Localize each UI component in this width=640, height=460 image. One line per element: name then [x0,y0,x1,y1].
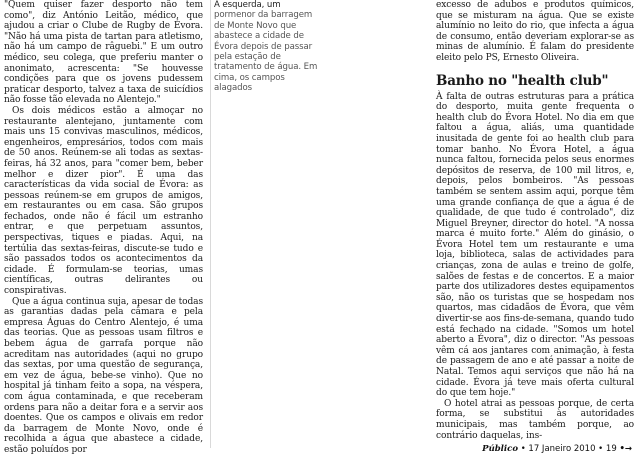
article-column-3 [436,0,634,441]
caption-text: pormenor da barragem de Monte Novo que abastece a cidade de Évora depois de passar pela estação de tratamento de água. Em cima, os campos alagados [214,10,318,94]
continue-arrow-icon: •→ [619,444,632,454]
article-column-1 [4,0,203,456]
article-paragraph: Que a água continua suja, apesar de todas as garantias dadas pela câmara e pela empresa Águas do Centro Alentejo, é uma das teorias. Que as pessoas usam filtros e bebem água de garrafa porque não acreditam nas autoridades (aqui no grupo das sextas, por uma questão de segurança, em vez de água, bebe-se vinho). Que no hospital já tinham feito a sopa, na véspera, com água contaminada, e que receberam ordens para não a deitar fora e a servir aos doentes. Que os campos e olivais em redor da barragem de Monte Novo, onde é recolhida a água que abastece a cidade, estão poluídos por [4,296,203,455]
issue-date: • 17 Janeiro 2010 • [520,444,604,454]
caption-lead: À esquerda, um [214,0,281,10]
publication-name: Público [482,444,518,454]
photo-caption [214,0,320,94]
page-footer [482,443,632,455]
article-paragraph: "Quem quiser fazer desporto não tem como", diz António Leitão, médico, que ajudou a criar o Clube de Rugby de Évora. "Não há uma pista de tartan para atletismo, não há um campo de râguebi." E um outro médico, seu colega, que preferiu manter o anonimato, acrescenta: "Se houvesse condições para que os jovens pudessem praticar desporto, talvez a taxa de suicídios não fosse tão elevada no Alentejo." [4,0,203,106]
article-paragraph: O hotel atrai as pessoas porque, de certa forma, se substitui às autoridades municipais, mas também porque, ao contrário daquelas, ins- [436,398,634,441]
article-paragraph: excesso de adubos e produtos químicos, que se misturam na água. Que se existe alumínio no leito do rio, que infecta a água de consumo, então deveriam explorar-se as minas de alumínio. É falam do presidente eleito pelo PS, Ernesto Oliveira. [436,0,634,63]
article-paragraph: Os dois médicos estão a almoçar no restaurante alentejano, juntamente com mais uns 15 convivas masculinos, médicos, engenheiros, empresários, todos com mais de 50 anos. Reúnem-se ali todas as sextas-feiras, há 32 anos, para "comer bem, beber melhor e dizer pior". É uma das características da vida social de Évora: as pessoas reúnem-se em grupos de amigos, em restaurantes ou em casa. São grupos fechados, onde não é fácil um estranho entrar, e que perpetuam assuntos, perspectivas, tiques e piadas. Aqui, na tertúlia das sextas-feiras, discute-se tudo e são passados todos os acontecimentos da cidade. É formulam-se teorias, umas científicas, outras delirantes ou conspirativas. [4,105,203,297]
column-divider [210,0,211,448]
article-paragraph: À falta de outras estruturas para a prática do desporto, muita gente frequenta o health club do Évora Hotel. No dia em que faltou a água, aliás, uma quantidade inusitada de gente foi ao health club para tomar banho. No Évora Hotel, a água nunca faltou, fornecida pelos seus enormes depósitos de reserva, de 100 mil litros, e, depois, pelos bombeiros. "As pessoas também se sentem assim aqui, porque têm uma grande confiança de que a água é de qualidade, de que tudo é controlado", diz Miguel Breyner, director do hotel. "A nossa marca é muito forte." Além do ginásio, o Évora Hotel tem um restaurante e uma loja, biblioteca, salas de actividades para crianças, zona de aulas e treino de golfe, salões de festas e de concertos. E a maior parte dos utilizadores destes equipamentos são, não os turistas que se hospedam nos quartos, mas cidadãos de Évora, que vêm divertir-se aos fins-de-semana, quando tudo está fechado na cidade. "Somos um hotel aberto a Évora", diz o director. "As pessoas vêm cá aos jantares com animação, à festa de passagem de ano e até passar a noite de Natal. Temos aqui serviços que não há na cidade. Évora já teve mais oferta cultural do que tem hoje." [436,91,634,399]
page-number: 19 [605,444,617,454]
section-heading: Banho no "health club" [436,72,609,89]
